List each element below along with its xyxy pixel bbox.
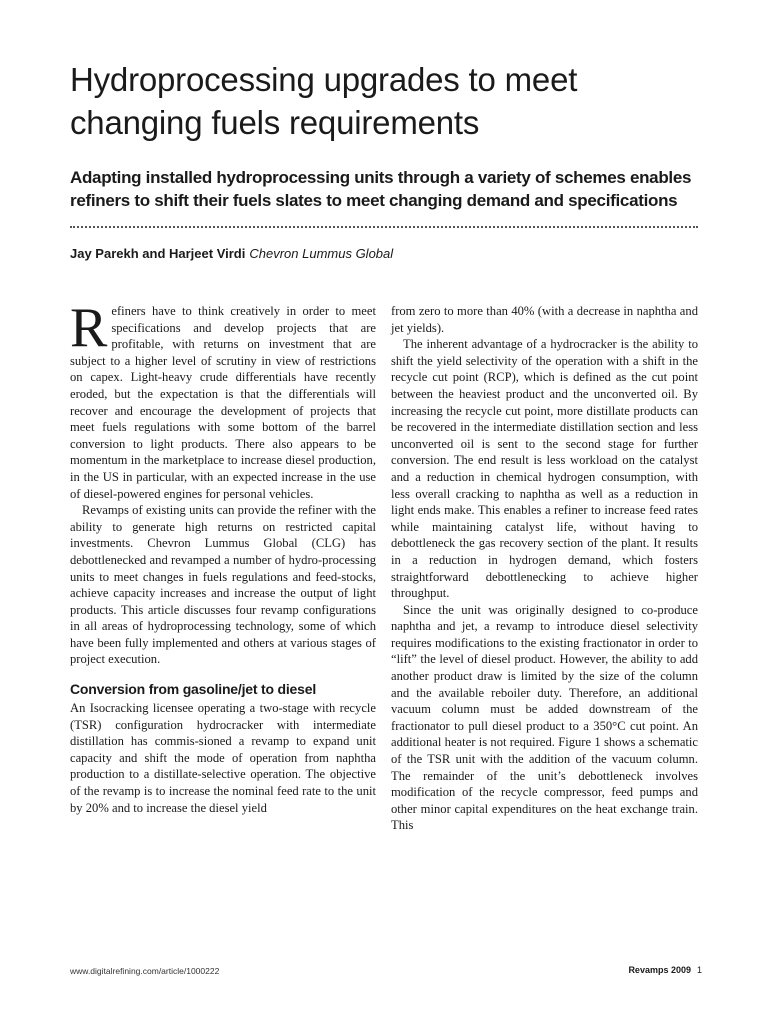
paragraph-5: The inherent advantage of a hydrocracker is the ability to shift the yield selectivity of the operation with a shift in the recycle cut point (RCP), which is defined as the cut point between the heaviest product and the unconverted oil. By increasing the recycle cut point, more distillate products can be recovered in the intermediate distillation section and less unconverted oil is sent to the second stage for further conversion. The end result is less workload on the catalyst and a reduction in chemical hydrogen consumption, with less overall cracking to naphtha as well as a reduction in light ends make. This enables a refiner to increase feed rates while maintaining catalyst life, without having to debottleneck the gas recovery section of the plant. It results in a reduction in hydrogen demand, which fosters straightforward debottlenecking to achieve higher throughput. xyxy=(391,337,698,601)
article-subtitle: Adapting installed hydroprocessing units through a variety of schemes enables refiners to shift their fuels slates to meet changing demand and specifications xyxy=(70,168,692,210)
byline xyxy=(70,246,393,261)
paragraph-3: An Isocracking licensee operating a two-stage with recycle (TSR) configuration hydrocracker with intermediate distillation has commis-sioned a revamp to expand unit capacity and shift the mode of operation from naphtha production to a distillate-selective operation. The objective of the revamp is to increase the nominal feed rate to the unit by 20% and to increase the diesel yield xyxy=(70,701,376,815)
paragraph-4: from zero to more than 40% (with a decrease in naphtha and jet yields). xyxy=(391,304,698,335)
drop-cap: R xyxy=(70,297,108,359)
paragraph-2: Revamps of existing units can provide the refiner with the ability to generate high returns on restricted capital investments. Chevron Lummus Global (CLG) has debottlenecked and revamped a number of hydro-processing units to meet changes in fuels regulations and feed-stocks, achieve capacity increases and increase the output of light products. This article discusses four revamp configurations in all areas of hydroprocessing technology, some of which have been fully implemented and others at various stages of project execution. xyxy=(70,503,376,667)
footer-issue xyxy=(628,965,702,975)
article-title: Hydroprocessing upgrades to meet changing fuels requirements xyxy=(70,61,578,141)
authors: Jay Parekh and Harjeet Virdi xyxy=(70,246,246,261)
section-heading: Conversion from gasoline/jet to diesel xyxy=(70,681,317,698)
paragraph-1-text: efiners have to think creatively in order to meet specifications and develop projects that are profitable, with returns on investment that are subject to a higher level of scrutiny in view of restrictions on capex. Light-heavy crude differentials have recently eroded, but the expectation is that the differentials will recover and encourage the development of projects that meet fuels regulations with some bottom of the barrel conversion to light products. There also appears to be momentum in the marketplace to increase diesel production, in the US in particular, with an expected increase in the use of diesel-powered engines for personal vehicles. xyxy=(70,304,376,501)
paragraph-6: Since the unit was originally designed to co-produce naphtha and jet, a revamp to introduce diesel selectivity requires modifications to the existing fractionator in order to “lift” the level of diesel product. However, the ability to add another product draw is limited by the size of the column and the available reboiler duty. Therefore, an additional vacuum column must be added downstream of the fractionator to pull diesel product to a 350°C cut point. An additional heater is not required. Figure 1 shows a schematic of the TSR unit with the addition of the vacuum column. The remainder of the unit’s debottleneck involves modification of the recycle compressor, feed pumps and other minor capital expenditures on the heat exchange train. This xyxy=(391,602,698,833)
column-right xyxy=(391,303,698,834)
page-number: 1 xyxy=(696,965,702,975)
footer-url: www.digitalrefining.com/article/1000222 xyxy=(70,966,220,976)
dotted-divider xyxy=(70,226,698,228)
organization: Chevron Lummus Global xyxy=(249,246,394,261)
paragraph-1 xyxy=(70,297,376,502)
column-left xyxy=(70,297,376,816)
issue-label: Revamps 2009 xyxy=(628,965,691,975)
